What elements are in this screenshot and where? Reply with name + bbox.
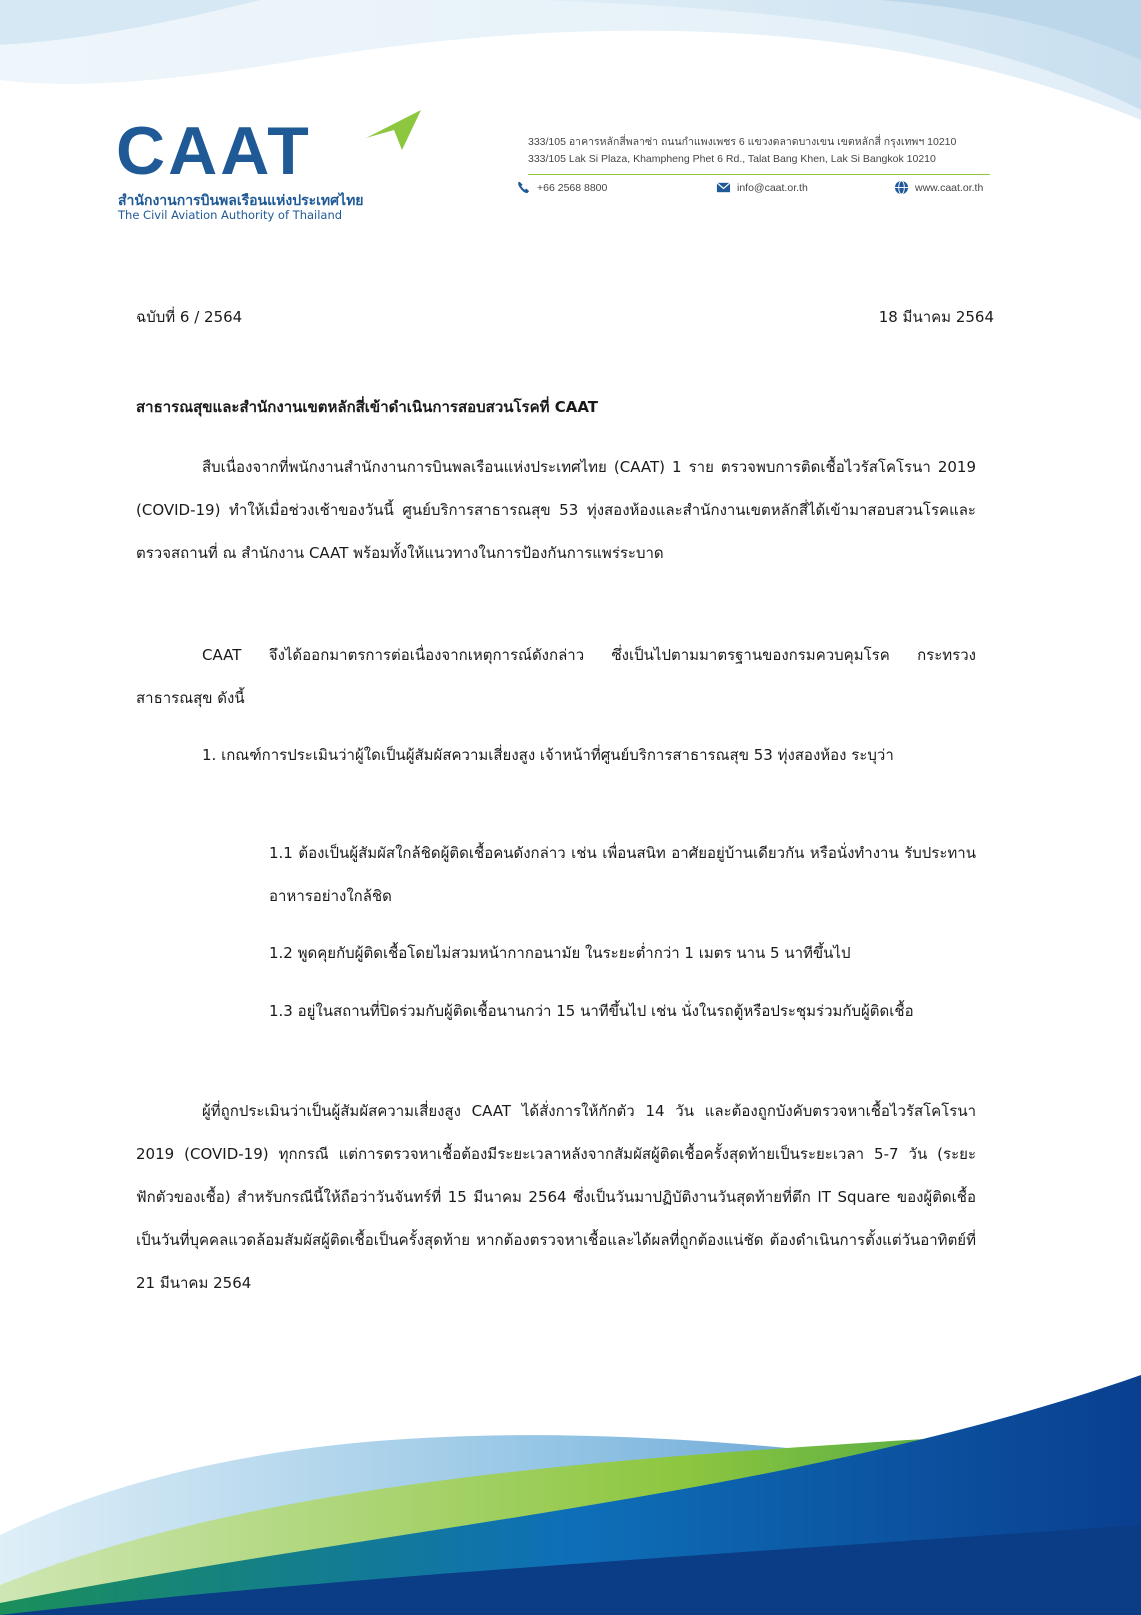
address-divider	[528, 174, 990, 175]
email-icon	[716, 180, 731, 195]
phone-number: +66 2568 8800	[537, 181, 608, 194]
address-block	[528, 134, 993, 200]
paragraph-criteria: 1. เกณฑ์การประเมินว่าผู้ใดเป็นผู้สัมผัสความเสี่ยงสูง เจ้าหน้าที่ศูนย์บริการสาธารณสุข 53 ทุ่งสองห้อง ระบุว่า	[202, 746, 894, 764]
document-title: สาธารณสุขและสำนักงานเขตหลักสี่เข้าดำเนินการสอบสวนโรคที่ CAAT	[136, 398, 599, 416]
email-address[interactable]: info@caat.or.th	[737, 181, 808, 194]
address-english: 333/105 Lak Si Plaza, Khampheng Phet 6 Rd., Talat Bang Khen, Lak Si Bangkok 10210	[528, 153, 936, 165]
contact-row	[528, 180, 993, 200]
globe-icon	[894, 180, 909, 195]
criteria-item-1-1: 1.1 ต้องเป็นผู้สัมผัสใกล้ชิดผู้ติดเชื้อคนดังกล่าว เช่น เพื่อนสนิท อาศัยอยู่บ้านเดียวกัน หรือนั่งทำงาน รับประทานอาหารอย่างใกล้ชิด	[269, 844, 976, 905]
footer-background-decoration	[0, 1375, 1141, 1615]
document-date: 18 มีนาคม 2564	[878, 308, 994, 326]
document-number: ฉบับที่ 6 / 2564	[136, 308, 243, 326]
criteria-item-1-2: 1.2 พูดคุยกับผู้ติดเชื้อโดยไม่สวมหน้ากากอนามัย ในระยะต่ำกว่า 1 เมตร นาน 5 นาทีขึ้นไป	[269, 944, 851, 962]
paragraph-intro: สืบเนื่องจากที่พนักงานสำนักงานการบินพลเรือนแห่งประเทศไทย (CAAT) 1 ราย ตรวจพบการติดเชื้อไวรัสโคโรนา 2019 (COVID-19) ทำให้เมื่อช่วงเช้าของวันนี้ ศูนย์บริการสาธารณสุข 53 ทุ่งสองห้องและสำนักงานเขตหลักสี่ได้เข้ามาสอบสวนโรคและตรวจสถานที่ ณ สำนักงาน CAAT พร้อมทั้งให้แนวทางในการป้องกันการแพร่ระบาด	[136, 458, 976, 562]
logo-wordmark: CAAT	[116, 113, 312, 188]
press-release-body	[136, 305, 994, 1292]
phone-contact	[516, 180, 607, 195]
org-name-english: The Civil Aviation Authority of Thailand	[118, 208, 343, 222]
phone-icon	[516, 180, 531, 195]
paragraph-quarantine: ผู้ที่ถูกประเมินว่าเป็นผู้สัมผัสความเสี่ยงสูง CAAT ได้สั่งการให้กักตัว 14 วัน และต้องถูกบังคับตรวจหาเชื้อไวรัสโคโรนา 2019 (COVID-19) ทุกกรณี แต่การตรวจหาเชื้อต้องมีระยะเวลาหลังจากสัมผัสผู้ติดเชื้อครั้งสุดท้ายเป็นระยะเวลา 5-7 วัน (ระยะฟักตัวของเชื้อ) สำหรับกรณีนี้ให้ถือว่าวันจันทร์ที่ 15 มีนาคม 2564 ซึ่งเป็นวันมาปฏิบัติงานวันสุดท้ายที่ตึก IT Square ของผู้ติดเชื้อ เป็นวันที่บุคคลแวดล้อมสัมผัสผู้ติดเชื้อเป็นครั้งสุดท้าย หากต้องตรวจหาเชื้อและได้ผลที่ถูกต้องแน่ชัด ต้องดำเนินการตั้งแต่วันอาทิตย์ที่ 21 มีนาคม 2564	[136, 1102, 976, 1292]
org-name-thai: สำนักงานการบินพลเรือนแห่งประเทศไทย	[118, 193, 364, 209]
email-contact[interactable]	[716, 180, 808, 195]
caat-logo	[116, 108, 436, 226]
criteria-item-1-3: 1.3 อยู่ในสถานที่ปิดร่วมกับผู้ติดเชื้อนานกว่า 15 นาทีขึ้นไป เช่น นั่งในรถตู้หรือประชุมร่วมกับผู้ติดเชื้อ	[269, 1002, 914, 1020]
paragraph-measures: CAAT จึงได้ออกมาตรการต่อเนื่องจากเหตุการณ์ดังกล่าว ซึ่งเป็นไปตามมาตรฐานของกรมควบคุมโรค กระทรวงสาธารณสุข ดังนี้	[136, 646, 976, 707]
document-meta	[136, 305, 994, 341]
website-contact[interactable]	[894, 180, 983, 195]
website-url[interactable]: www.caat.or.th	[915, 181, 984, 194]
logo-swoosh-icon	[116, 108, 426, 188]
address-thai: 333/105 อาคารหลักสี่พลาซ่า ถนนกำแพงเพชร 6 แขวงตลาดบางเขน เขตหลักสี่ กรุงเทพฯ 10210	[528, 136, 957, 148]
